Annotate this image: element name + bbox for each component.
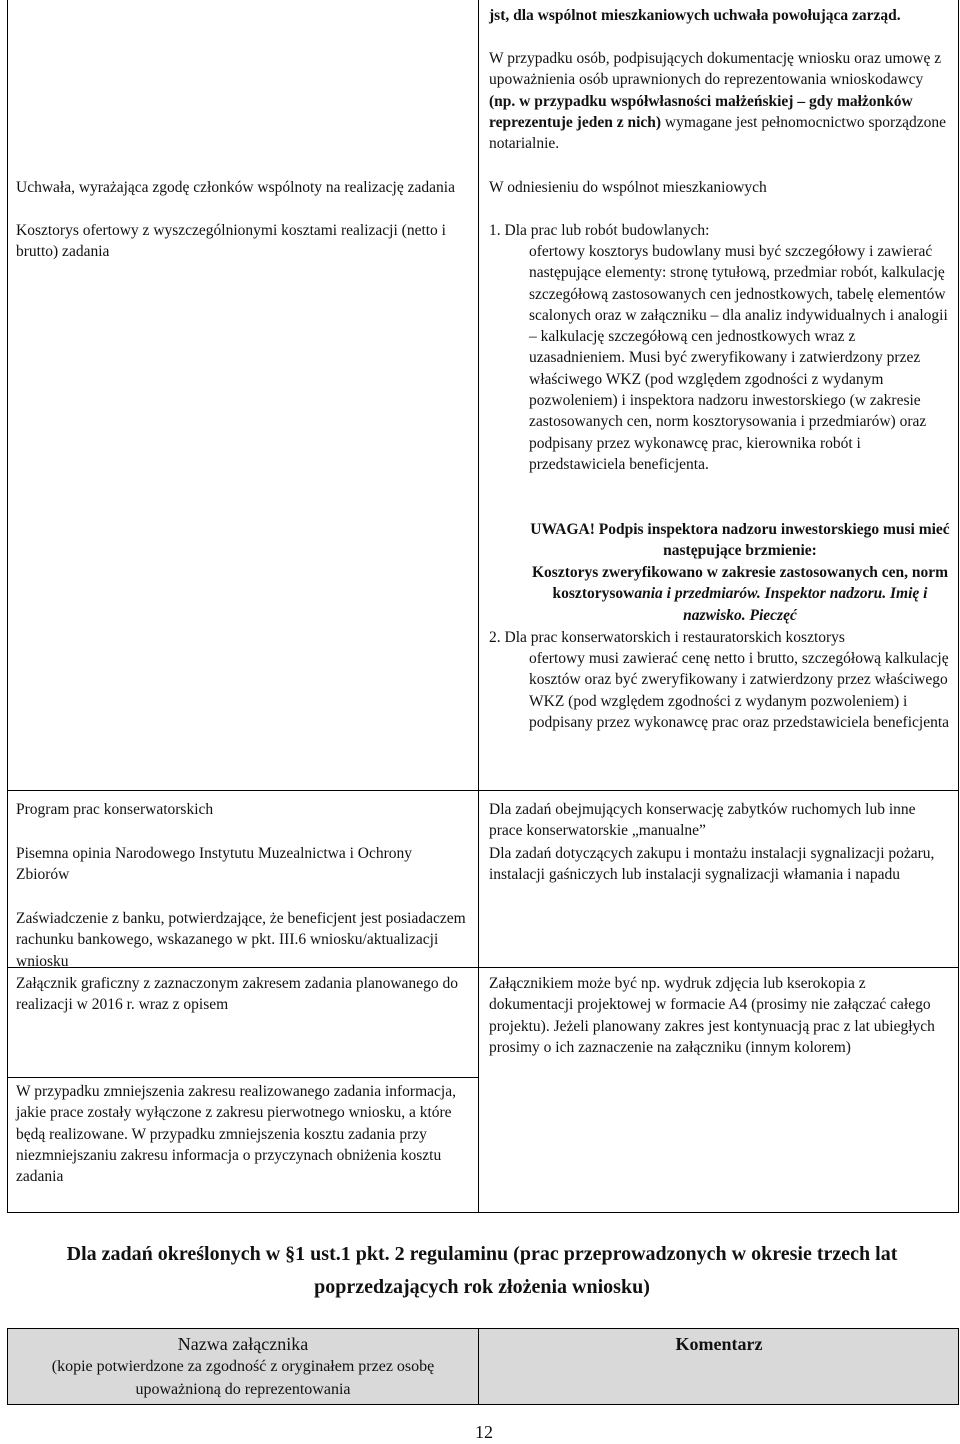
column-header-name-title: Nazwa załącznika [177,1334,309,1354]
program-text: Program prac konserwatorskich [16,801,214,818]
attachment-note: Załącznikiem może być np. wydruk zdjęcia lub kserokopia z dokumentacji projektowej w formacie A4 (prosimy nie załączać całego projektu). Jeżeli planowany zakres jest kontynuacją prac z lat ubiegłych prosimy o ich zaznaczenie na załączniku (innym kolorem) [489,975,935,1056]
alarm-text: Dla zadań dotyczących zakupu i montażu instalacji sygnalizacji pożaru, instalacji gaśniczych lub instalacji sygnalizacji włamania i napadu [489,845,935,884]
column-header-name-sub: (kopie potwierdzone za zgodność z oryginałem przez osobę upoważnioną do reprezentowania [51,1358,435,1398]
graphic-text: Załącznik graficzny z zaznaczonym zakresem zadania planowanego do realizacji w 2016 r. wraz z opisem [16,975,458,1014]
uwaga-formula: Kosztorys zweryfikowano w zakresie zastosowanych cen, norm kosztorysowania i przedmiarów. Inspektor nadzoru. Imię i nazwisko. Pieczęć [531,564,948,624]
point-1-body: ofertowy kosztorys budowlany musi być szczegółowy i zawierać następujące elementy: stronę tytułową, przedmiar robót, kalkulację szczegółową zastosowanych cen jednostkowych, tabelę elementów scalonych oraz w załączniku – dla analiz indywidualnych i analogii – kalkulację szczegółową cen jednostkowych wraz z uzasadnieniem. Musi być zweryfikowany i zatwierdzony przez właściwego WKZ (pod względem zgodności z wydanym pozwoleniem) i inspektora nadzoru inwestorskiego (w zakresie zastosowanych cen, norm kosztorysowania i przedmiarów) oraz podpisany przez wykonawcę prac, kierownika robót i przedstawiciela beneficjenta. [529,243,948,473]
estimate-text: Kosztorys ofertowy z wyszczególnionymi kosztami realizacji (netto i brutto) zadania [16,222,446,261]
community-text: W odniesieniu do wspólnot mieszkaniowych [489,179,767,196]
resolution-text: Uchwała, wyrażająca zgodę członków wspólnoty na realizację zadania [16,179,455,196]
reduction-text: W przypadku zmniejszenia zakresu realizowanego zadania informacja, jakie prace zostały wyłączone z zakresu pierwotnego wniosku, a które będą realizowane. W przypadku zmniejszenia kosztu zadania przy niezmniejszaniu zakresu informacja o przyczynach obniżenia kosztu zadania [16,1083,456,1186]
bank-text: Zaświadczenie z banku, potwierdzające, że beneficjent jest posiadaczem rachunku bankowego, wskazanego w pkt. III.6 wniosku/aktualizacji wniosku [16,910,466,970]
point-2-body: ofertowy musi zawierać cenę netto i brutto, szczegółową kalkulację kosztów oraz być zweryfikowany i zatwierdzony przez właściwego WKZ (pod względem zgodności z wydanym pozwoleniem) i podpisany przez wykonawcę prac oraz przedstawiciela beneficjenta [529,650,950,731]
movable-text: Dla zadań obejmujących konserwację zabytków ruchomych lub inne prace konserwatorskie „manualne” [489,801,916,840]
uwaga-text: UWAGA! Podpis inspektora nadzoru inwestorskiego musi mieć następujące brzmienie: [530,521,950,560]
top-table-divider [478,0,479,1213]
row-divider-3 [7,1077,479,1078]
opinion-text: Pisemna opinia Narodowego Instytutu Muzealnictwa i Ochrony Zbiorów [16,845,413,884]
point-2-title: 2. Dla prac konserwatorskich i restauratorskich kosztorys [489,629,845,646]
intro-text: W przypadku osób, podpisujących dokumentację wniosku oraz umowę z upoważnienia osób uprawnionych do reprezentowania wnioskodawcy (np. w przypadku współwłasności małżeńskiej – gdy małżonków reprezentuje jeden z nich) wymagane jest pełnomocnictwo sporządzone notarialnie. [489,50,946,153]
point-1-title: 1. Dla prac lub robót budowlanych: [489,222,710,239]
page-number: 12 [475,1422,493,1442]
row-divider-1 [7,790,959,791]
column-header-comment: Komentarz [675,1334,763,1354]
section-heading: Dla zadań określonych w §1 ust.1 pkt. 2 regulaminu (prac przeprowadzonych w okresie trzech lat poprzedzających rok złożenia wniosku) [66,1243,898,1298]
column-header-name [8,1333,478,1401]
intro-bold-text: jst, dla wspólnot mieszkaniowych uchwała powołująca zarząd. [489,7,901,24]
